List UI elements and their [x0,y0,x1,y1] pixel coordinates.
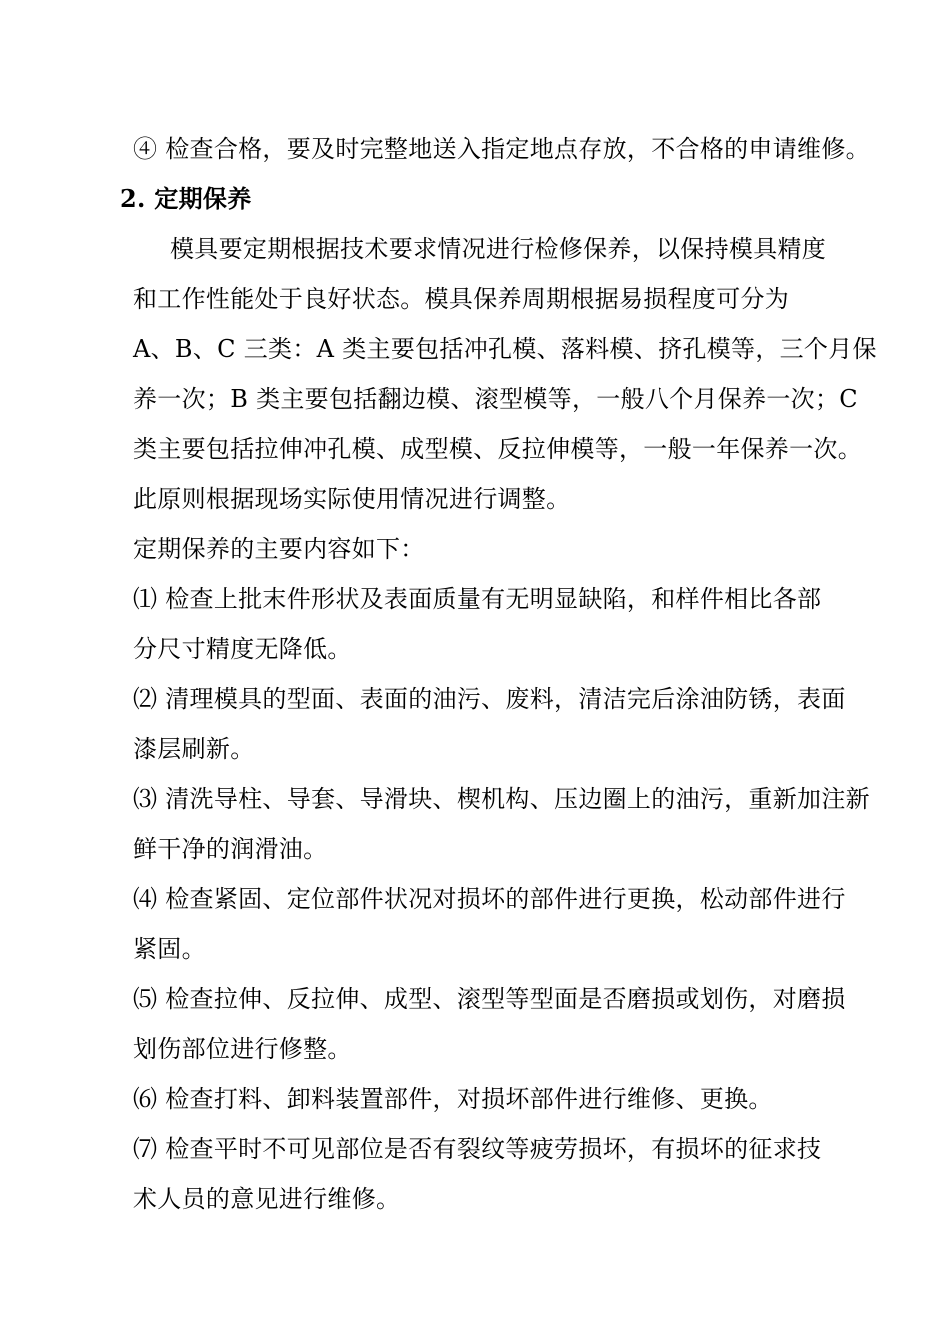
paragraph-line: 此原则根据现场实际使用情况进行调整。 [133,485,571,513]
paragraph-line: 养一次；B 类主要包括翻边模、滚型模等，一般八个月保养一次；C [133,385,858,413]
list-item-line: ⑵ 清理模具的型面、表面的油污、废料，清洁完后涂油防锈，表面 [133,685,846,713]
section-heading: 2. 定期保养 [120,184,252,213]
list-item-line: ⑶ 清洗导柱、导套、导滑块、楔机构、压边圈上的油污，重新加注新 [133,785,870,813]
list-item-line: ⑸ 检查拉伸、反拉伸、成型、滚型等型面是否磨损或划伤，对磨损 [133,985,846,1013]
list-item-line: ⑹ 检查打料、卸料装置部件，对损坏部件进行维修、更换。 [133,1085,773,1113]
paragraph-line: 模具要定期根据技术要求情况进行检修保养，以保持模具精度 [170,235,827,263]
paragraph-line: A、B、C 三类：A 类主要包括冲孔模、落料模、挤孔模等，三个月保 [133,335,877,363]
list-item-line: 划伤部位进行修整。 [133,1035,352,1063]
list-intro: 定期保养的主要内容如下： [133,535,425,563]
list-item-line: ⑺ 检查平时不可见部位是否有裂纹等疲劳损坏，有损坏的征求技 [133,1135,822,1163]
list-item-line: ⑷ 检查紧固、定位部件状况对损坏的部件进行更换，松动部件进行 [133,885,846,913]
paragraph-line: 类主要包括拉伸冲孔模、成型模、反拉伸模等，一般一年保养一次。 [133,435,862,463]
list-item-line: 紧固。 [133,935,206,963]
prev-item-4: ④ 检查合格，要及时完整地送入指定地点存放，不合格的申请维修。 [133,135,870,163]
list-item-line: 术人员的意见进行维修。 [133,1185,401,1213]
list-item-line: ⑴ 检查上批末件形状及表面质量有无明显缺陷，和样件相比各部 [133,585,822,613]
paragraph-line: 和工作性能处于良好状态。模具保养周期根据易损程度可分为 [133,285,790,313]
list-item-line: 鲜干净的润滑油。 [133,835,328,863]
list-item-line: 漆层刷新。 [133,735,255,763]
list-item-line: 分尺寸精度无降低。 [133,635,352,663]
